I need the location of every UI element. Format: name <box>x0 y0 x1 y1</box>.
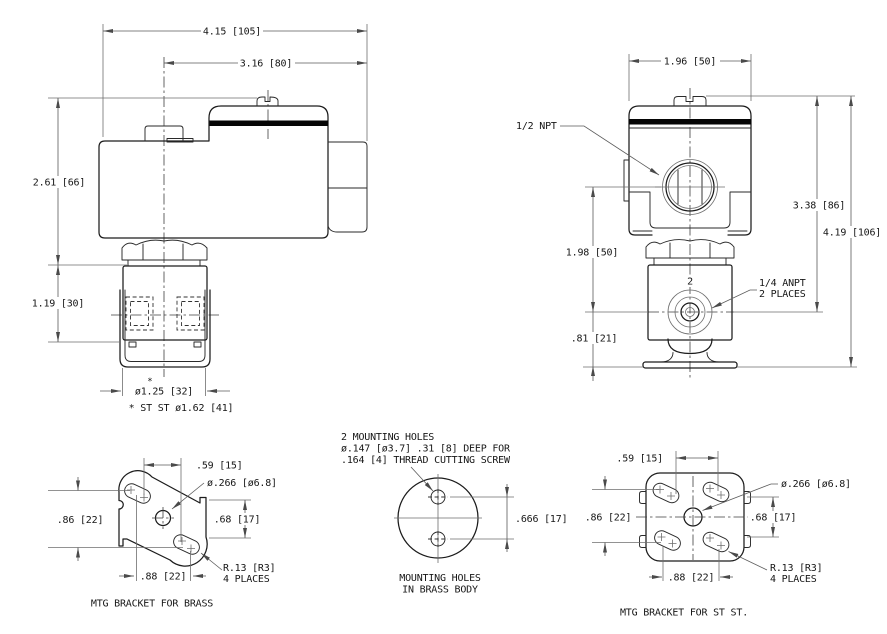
stst-bracket-detail <box>582 451 851 619</box>
dim-coil-height: 1.19 [30] <box>31 298 85 310</box>
holes-note-line2: ø.147 [ø3.7] .31 [8] DEEP FOR <box>341 443 510 455</box>
stst-slot-tr <box>701 480 731 504</box>
coil-window-right-inner <box>182 302 200 326</box>
brass-hole-leader <box>172 483 204 509</box>
bonnet-nut-side <box>122 240 207 260</box>
holes-caption-line1: MOUNTING HOLES <box>399 573 481 584</box>
bracket-stem-right <box>707 353 719 363</box>
holes-note-line3: .164 [4] THREAD CUTTING SCREW <box>341 455 510 466</box>
brass-caption: MTG BRACKET FOR BRASS <box>90 598 214 610</box>
hole-bottom-crosshair <box>428 531 448 547</box>
holes-note-line1: 2 MOUNTING HOLES <box>341 432 435 443</box>
holes-dim-spacing: .666 [17] <box>515 514 568 525</box>
conduit-leader <box>560 126 659 175</box>
stst-dim-slot-offset: .59 [15] <box>616 453 663 465</box>
stst-slot-tl <box>651 481 681 505</box>
coil-clip-hook-right <box>194 342 201 347</box>
stst-slot-bl <box>652 528 682 552</box>
dim-width: 1.96 [50] <box>663 56 717 68</box>
brass-dim-width: .88 [22] <box>139 571 187 583</box>
front-gasket-band <box>629 119 751 125</box>
brass-dim-slot-offset: .59 [15] <box>196 460 243 472</box>
dim-port-height: .81 [21] <box>570 333 618 345</box>
brass-slot-bottom <box>171 532 201 556</box>
brass-dim-side: .68 [17] <box>213 514 261 526</box>
body-crosshair <box>394 474 482 563</box>
brass-label-hole-dia: ø.266 [ø6.8] <box>207 478 277 489</box>
dim-overall-width: 4.15 [105] <box>202 26 262 38</box>
front-view <box>516 54 883 381</box>
label-port-line2: 2 PLACES <box>759 289 806 300</box>
stst-label-hole-dia: ø.266 [ø6.8] <box>781 479 851 490</box>
bracket-stem-left <box>661 353 673 363</box>
stst-caption: MTG BRACKET FOR ST ST. <box>619 607 749 619</box>
cover-gasket-band <box>210 121 329 127</box>
brass-label-radius-line2: 4 PLACES <box>223 574 270 585</box>
dim-coil-dia: ø1.25 [32] <box>134 386 194 398</box>
label-port-line1: 1/4 ANPT <box>759 278 806 289</box>
stst-edge-tabs <box>640 492 751 548</box>
stst-label-radius-line1: R.13 [R3] <box>770 563 823 574</box>
dim-cover-width: 3.16 [80] <box>239 58 293 70</box>
brass-bracket-detail <box>48 458 277 610</box>
dim-height-overall: 4.19 [106] <box>822 227 882 239</box>
brass-radius-leader <box>201 553 222 570</box>
side-view <box>31 24 367 414</box>
slot-position-crosses <box>127 486 195 553</box>
brass-bracket-outline <box>119 471 207 566</box>
dim-height-center: 1.98 [50] <box>565 247 619 259</box>
holes-caption-line2: IN BRASS BODY <box>402 584 478 596</box>
stst-dim-side: .68 [17] <box>749 512 797 524</box>
brass-slot-top <box>122 481 152 505</box>
stst-dim-height: .86 [22] <box>584 512 632 524</box>
stst-label-radius-line2: 4 PLACES <box>770 574 817 585</box>
note-stainless: * ST ST ø1.62 [41] <box>128 403 234 414</box>
label-conduit: 1/2 NPT <box>516 121 557 132</box>
port-leader <box>712 290 757 308</box>
side-hinge-tab <box>624 160 629 201</box>
cover-screw-bump <box>257 97 278 106</box>
brass-label-radius-line1: R.13 [R3] <box>223 563 276 574</box>
body-holes-detail <box>341 432 567 596</box>
coil-window-left-inner <box>131 302 149 326</box>
coil-clip-hook-left <box>129 342 136 347</box>
conduit-hub <box>328 142 367 232</box>
label-port-number: 2 <box>687 276 693 288</box>
stst-dim-width: .88 [22] <box>667 572 715 584</box>
dim-coil-dia-marker: * <box>147 377 153 387</box>
hole-top-crosshair <box>428 489 448 505</box>
dim-body-height: 2.61 [66] <box>32 177 86 189</box>
brass-dim-height: .86 [22] <box>56 515 104 526</box>
coil-body <box>123 266 207 340</box>
dim-height-top: 3.38 [86] <box>792 200 846 212</box>
stst-slot-br <box>701 530 731 554</box>
